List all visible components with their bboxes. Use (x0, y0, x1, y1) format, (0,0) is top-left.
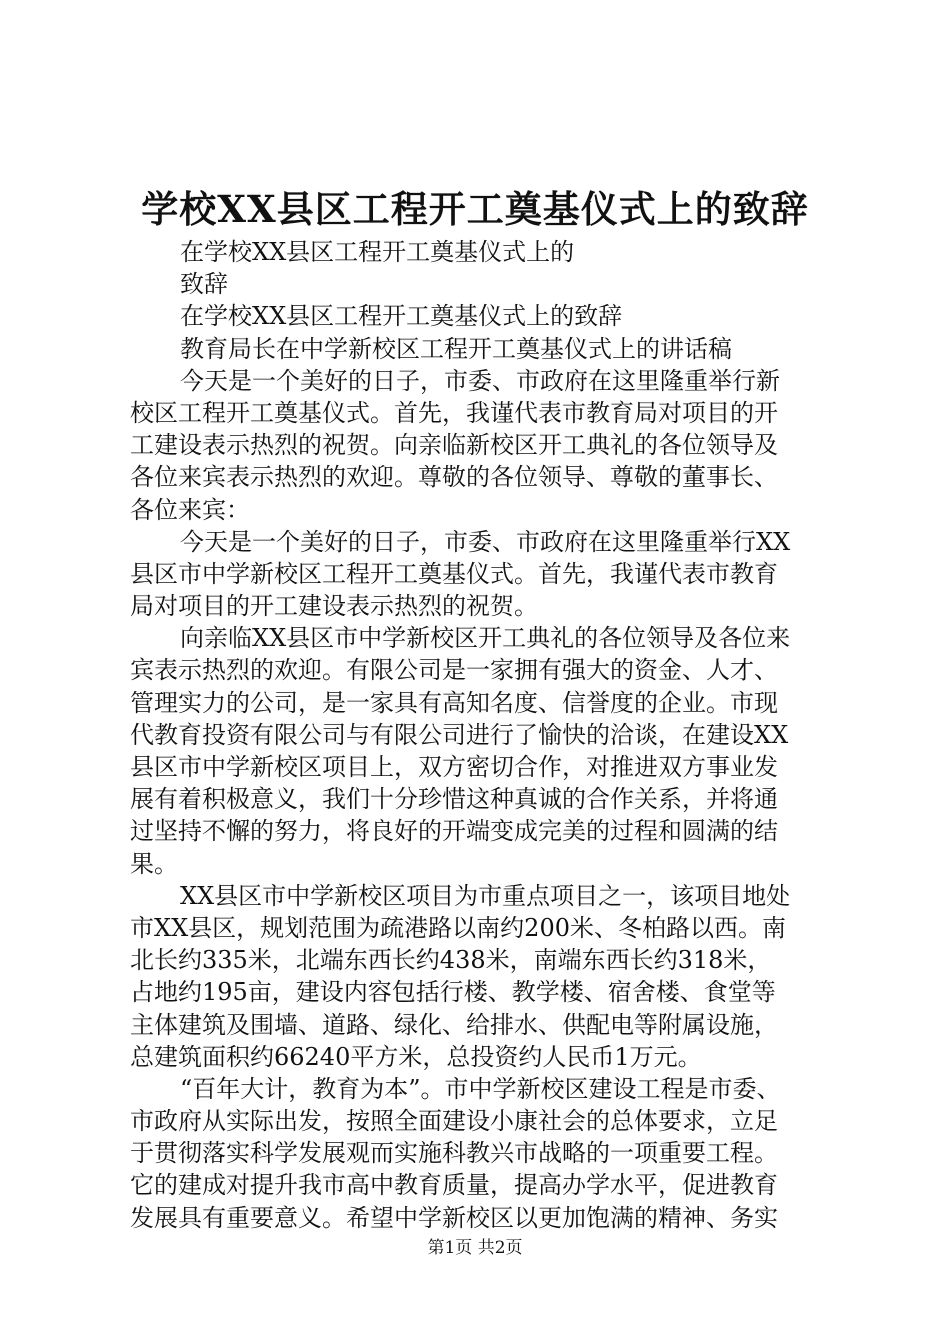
page-footer: 第1页 共2页 (427, 1238, 523, 1258)
document-body (130, 236, 830, 1234)
text-line: 展有着积极意义，我们十分珍惜这种真诚的合作关系，并将通 (130, 785, 778, 814)
text-line: 于贯彻落实科学发展观而实施科教兴市战略的一项重要工程。 (130, 1139, 778, 1168)
text-line: 代教育投资有限公司与有限公司进行了愉快的洽谈，在建设XX (130, 720, 789, 749)
text-line: 在学校XX县区工程开工奠基仪式上的致辞 (180, 302, 623, 331)
text-line: 今天是一个美好的日子，市委、市政府在这里隆重举行新 (180, 366, 780, 395)
text-line: 北长约335米，北端东西长约438米，南端东西长约318米， (130, 946, 772, 975)
text-line: 致辞 (180, 270, 228, 299)
text-line: 管理实力的公司，是一家具有高知名度、信誉度的企业。市现 (130, 688, 778, 717)
text-line: 过坚持不懈的努力，将良好的开端变成完美的过程和圆满的结 (130, 817, 778, 846)
text-line: 校区工程开工奠基仪式。首先，我谨代表市教育局对项目的开 (130, 398, 778, 427)
text-line: 各位来宾： (130, 495, 250, 524)
text-line: 发展具有重要意义。希望中学新校区以更加饱满的精神、务实 (130, 1203, 778, 1232)
text-line: XX县区市中学新校区项目为市重点项目之一，该项目地处 (180, 881, 791, 910)
text-line: 宾表示热烈的欢迎。有限公司是一家拥有强大的资金、人才、 (130, 656, 778, 685)
text-line: 市XX县区，规划范围为疏港路以南约200米、冬柏路以西。南 (130, 913, 786, 942)
text-line: 教育局长在中学新校区工程开工奠基仪式上的讲话稿 (180, 334, 732, 363)
document-title: 学校XX县区工程开工奠基仪式上的致辞 (141, 187, 809, 231)
text-line: 县区市中学新校区项目上，双方密切合作，对推进双方事业发 (130, 753, 778, 781)
text-line: 总建筑面积约66240平方米，总投资约人民币1万元。 (130, 1042, 702, 1071)
text-line: 工建设表示热烈的祝贺。向亲临新校区开工典礼的各位领导及 (130, 431, 778, 460)
text-line: 今天是一个美好的日子，市委、市政府在这里隆重举行XX (180, 527, 791, 556)
text-line: 在学校XX县区工程开工奠基仪式上的 (180, 238, 575, 266)
text-line: 各位来宾表示热烈的欢迎。尊敬的各位领导、尊敬的董事长、 (130, 463, 778, 492)
text-line: 它的建成对提升我市高中教育质量，提高办学水平，促进教育 (130, 1171, 778, 1200)
text-line: 市政府从实际出发，按照全面建设小康社会的总体要求，立足 (130, 1107, 778, 1136)
text-line: 向亲临XX县区市中学新校区开工典礼的各位领导及各位来 (180, 624, 791, 653)
text-line: 果。 (130, 849, 178, 878)
text-line: 主体建筑及围墙、道路、绿化、给排水、供配电等附属设施， (130, 1010, 778, 1039)
text-line: 县区市中学新校区工程开工奠基仪式。首先，我谨代表市教育 (130, 559, 778, 588)
text-line: 占地约195亩，建设内容包括行楼、教学楼、宿舍楼、食堂等 (130, 978, 776, 1007)
text-line: “百年大计，教育为本”。市中学新校区建设工程是市委、 (180, 1074, 781, 1103)
text-line: 局对项目的开工建设表示热烈的祝贺。 (130, 592, 538, 621)
